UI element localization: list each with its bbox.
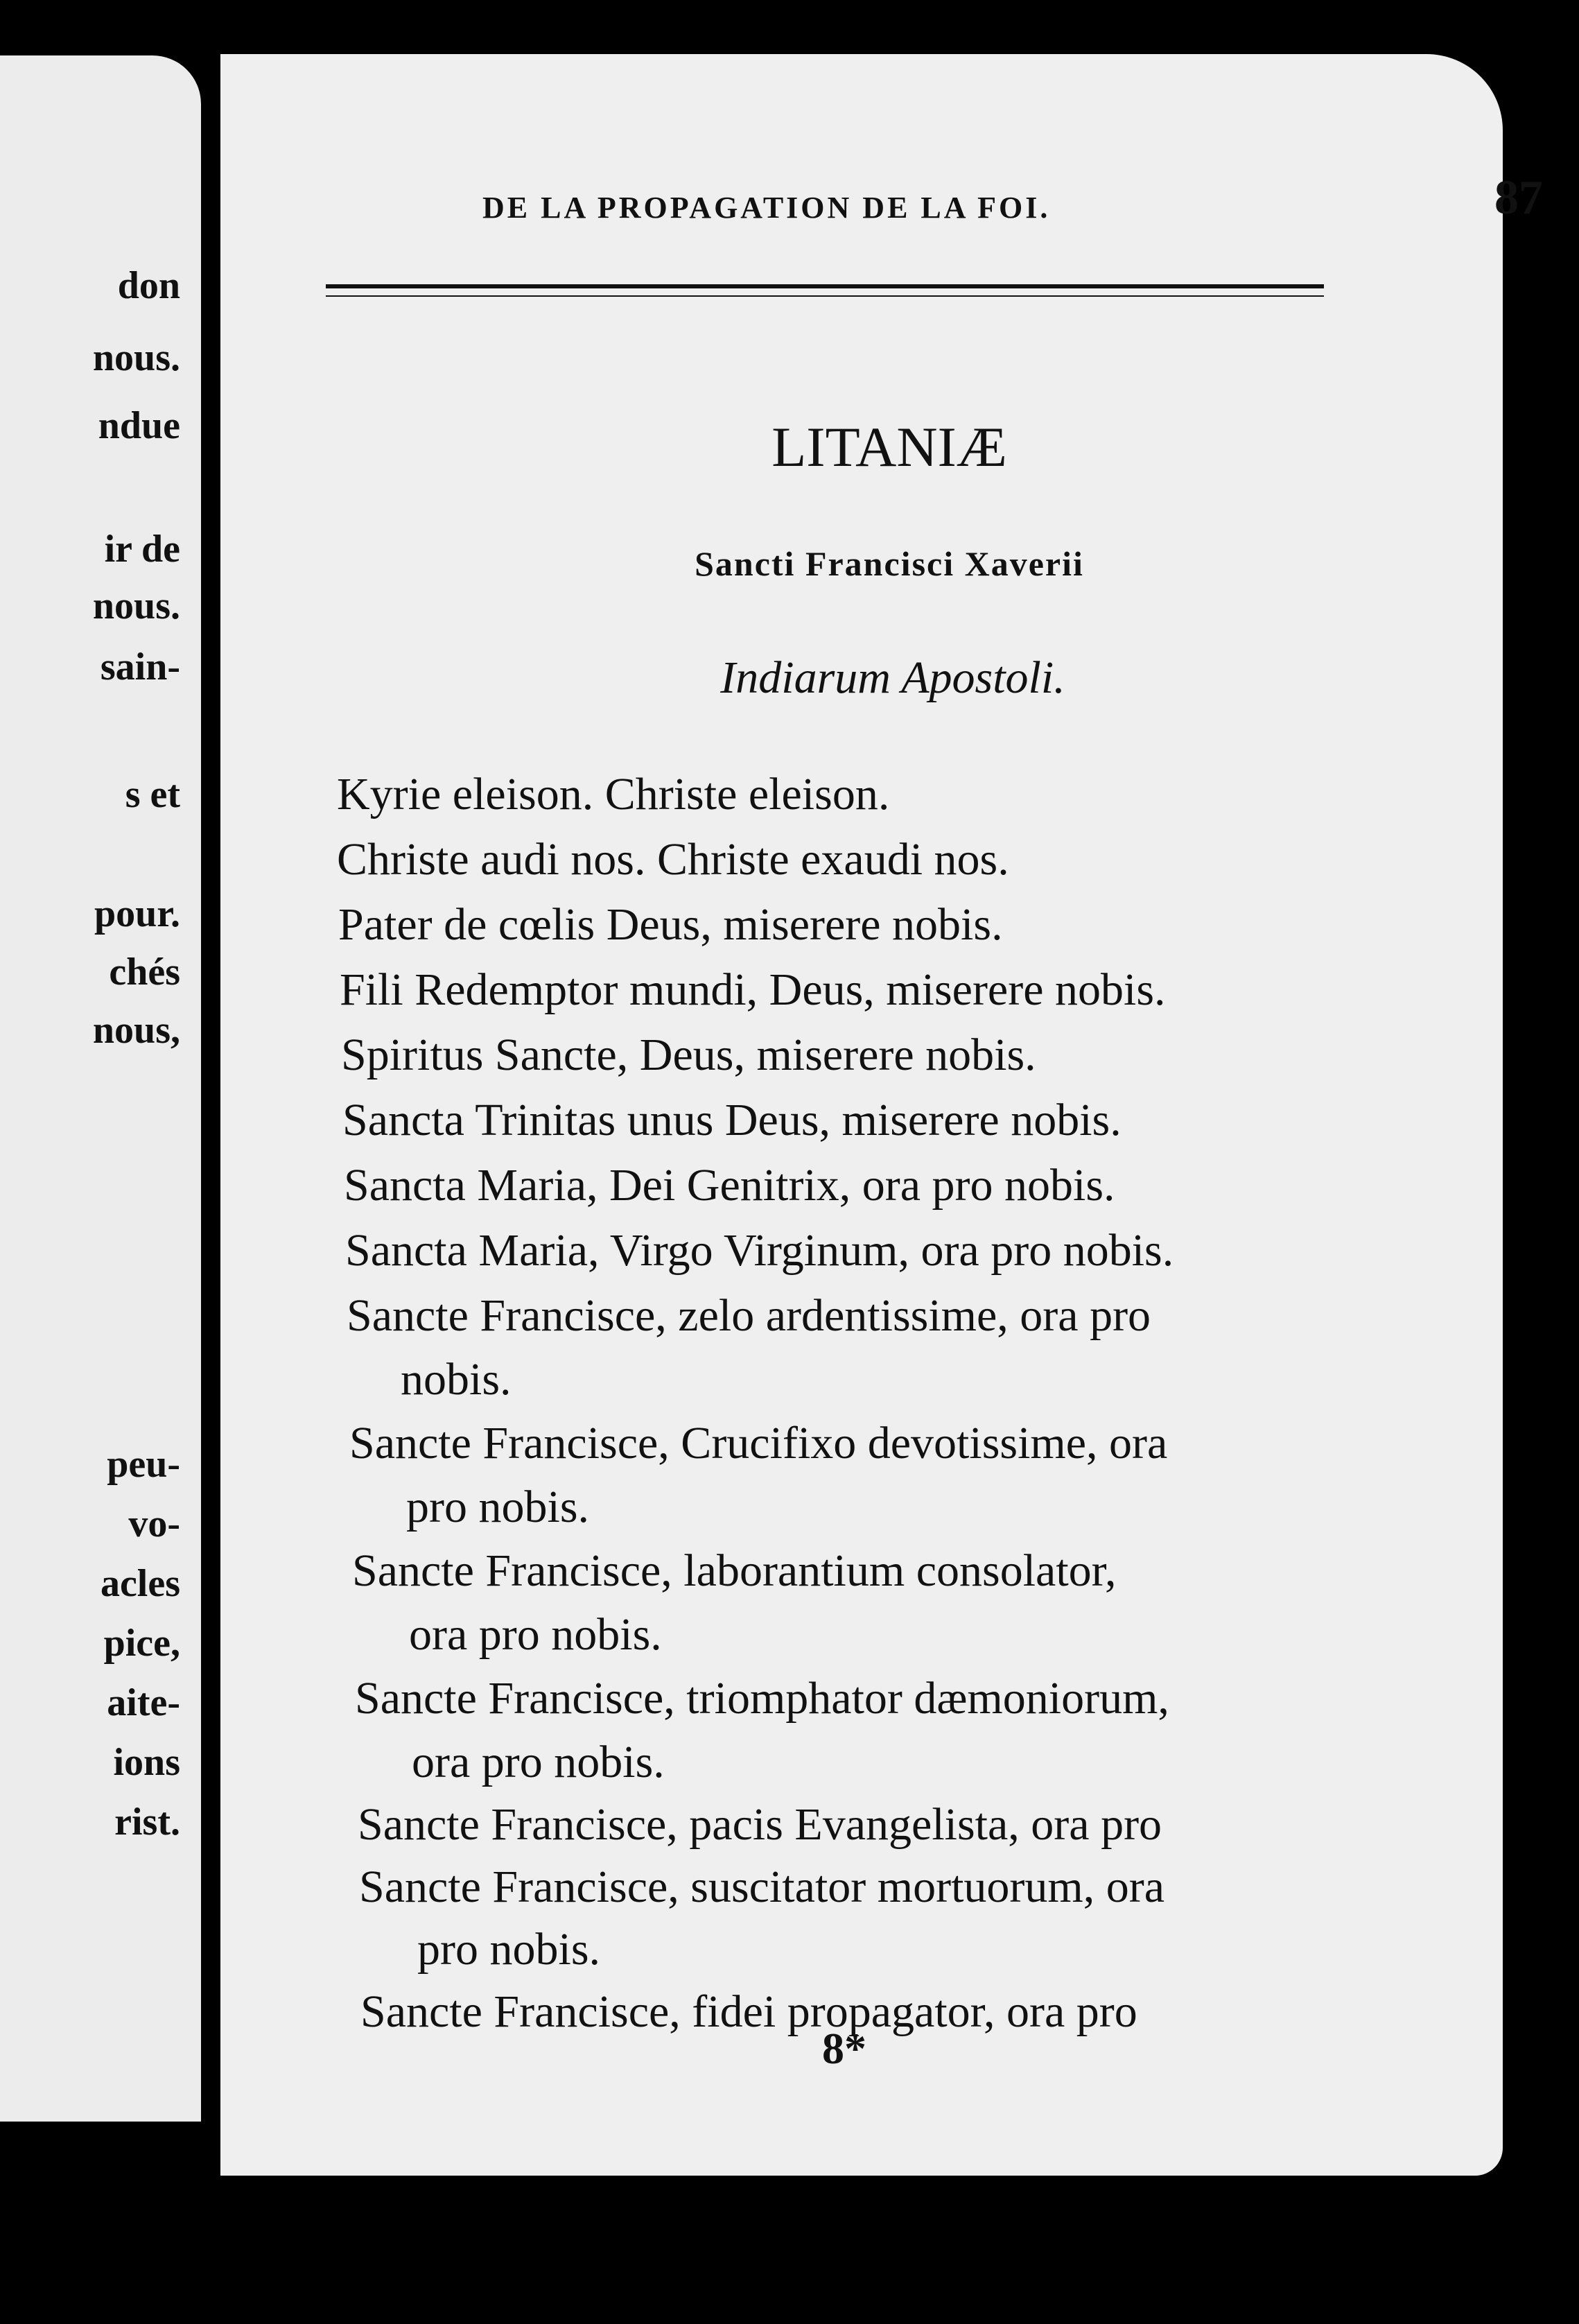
litany-line: Christe audi nos. Christe exaudi nos.	[337, 834, 1009, 885]
litany-line: Sancta Trinitas unus Deus, miserere nobis.	[342, 1095, 1122, 1145]
litany-line-continuation: nobis.	[401, 1354, 512, 1405]
left-fragment: sain-	[100, 645, 180, 688]
book-page	[220, 54, 1543, 2176]
litany-line: Sancte Francisce, pacis Evangelista, ora pro	[358, 1799, 1162, 1850]
litany-line: Sancte Francisce, triomphator dæmoniorum,	[355, 1673, 1169, 1724]
left-fragment: rist.	[114, 1801, 180, 1844]
litany-line: Sancte Francisce, zelo ardentissime, ora pro	[347, 1290, 1151, 1341]
left-fragment: ions	[113, 1741, 180, 1784]
litany-line: Sancte Francisce, suscitator mortuorum, ora	[359, 1862, 1164, 1912]
left-fragment: don	[117, 264, 180, 307]
header-rule	[326, 284, 1324, 288]
left-fragment: acles	[100, 1562, 180, 1605]
left-fragment: pour.	[94, 892, 180, 935]
litany-line-continuation: pro nobis.	[406, 1482, 589, 1532]
litany-line: Sancta Maria, Virgo Virginum, ora pro nobis.	[345, 1225, 1174, 1276]
litany-line: Sancte Francisce, Crucifixo devotissime, ora	[349, 1418, 1168, 1468]
litany-line: Spiritus Sancte, Deus, miserere nobis.	[341, 1030, 1036, 1080]
facing-page-fragment	[0, 55, 201, 2122]
header-rule-thin	[326, 295, 1324, 297]
litany-line: Pater de cœlis Deus, miserere nobis.	[338, 899, 1003, 950]
page-subtitle: Sancti Francisci Xaverii	[695, 544, 1084, 583]
litany-line: Sancte Francisce, fidei propagator, ora pro	[360, 1986, 1137, 2037]
litany-line-continuation: pro nobis.	[417, 1924, 600, 1975]
litany-line: Sancta Maria, Dei Genitrix, ora pro nobis.	[344, 1160, 1115, 1211]
left-fragment: ndue	[98, 404, 180, 447]
litany-line: Kyrie eleison. Christe eleison.	[337, 769, 890, 820]
left-fragment: pice,	[103, 1622, 180, 1665]
running-head: DE LA PROPAGATION DE LA FOI.	[482, 191, 1051, 225]
litany-line-continuation: ora pro nobis.	[409, 1609, 662, 1660]
left-fragment: nous.	[92, 584, 180, 627]
page-number: 87	[1494, 171, 1543, 225]
left-fragment: peu-	[107, 1443, 180, 1486]
left-fragment: ir de	[104, 528, 180, 571]
litany-line-continuation: ora pro nobis.	[412, 1737, 665, 1787]
page-subsubtitle: Indiarum Apostoli.	[720, 652, 1065, 703]
left-fragment: nous.	[92, 336, 180, 379]
left-fragment: aite-	[107, 1681, 180, 1724]
left-fragment: nous,	[92, 1009, 180, 1052]
left-fragment: chés	[109, 951, 180, 994]
page-title: LITANIÆ	[771, 415, 1007, 478]
litany-line: Fili Redemptor mundi, Deus, miserere nobis.	[340, 964, 1166, 1015]
signature-mark: 8*	[822, 2024, 866, 2073]
litany-line: Sancte Francisce, laborantium consolator,	[352, 1545, 1117, 1596]
left-fragment: s et	[125, 773, 180, 816]
left-fragment: vo-	[128, 1502, 180, 1545]
